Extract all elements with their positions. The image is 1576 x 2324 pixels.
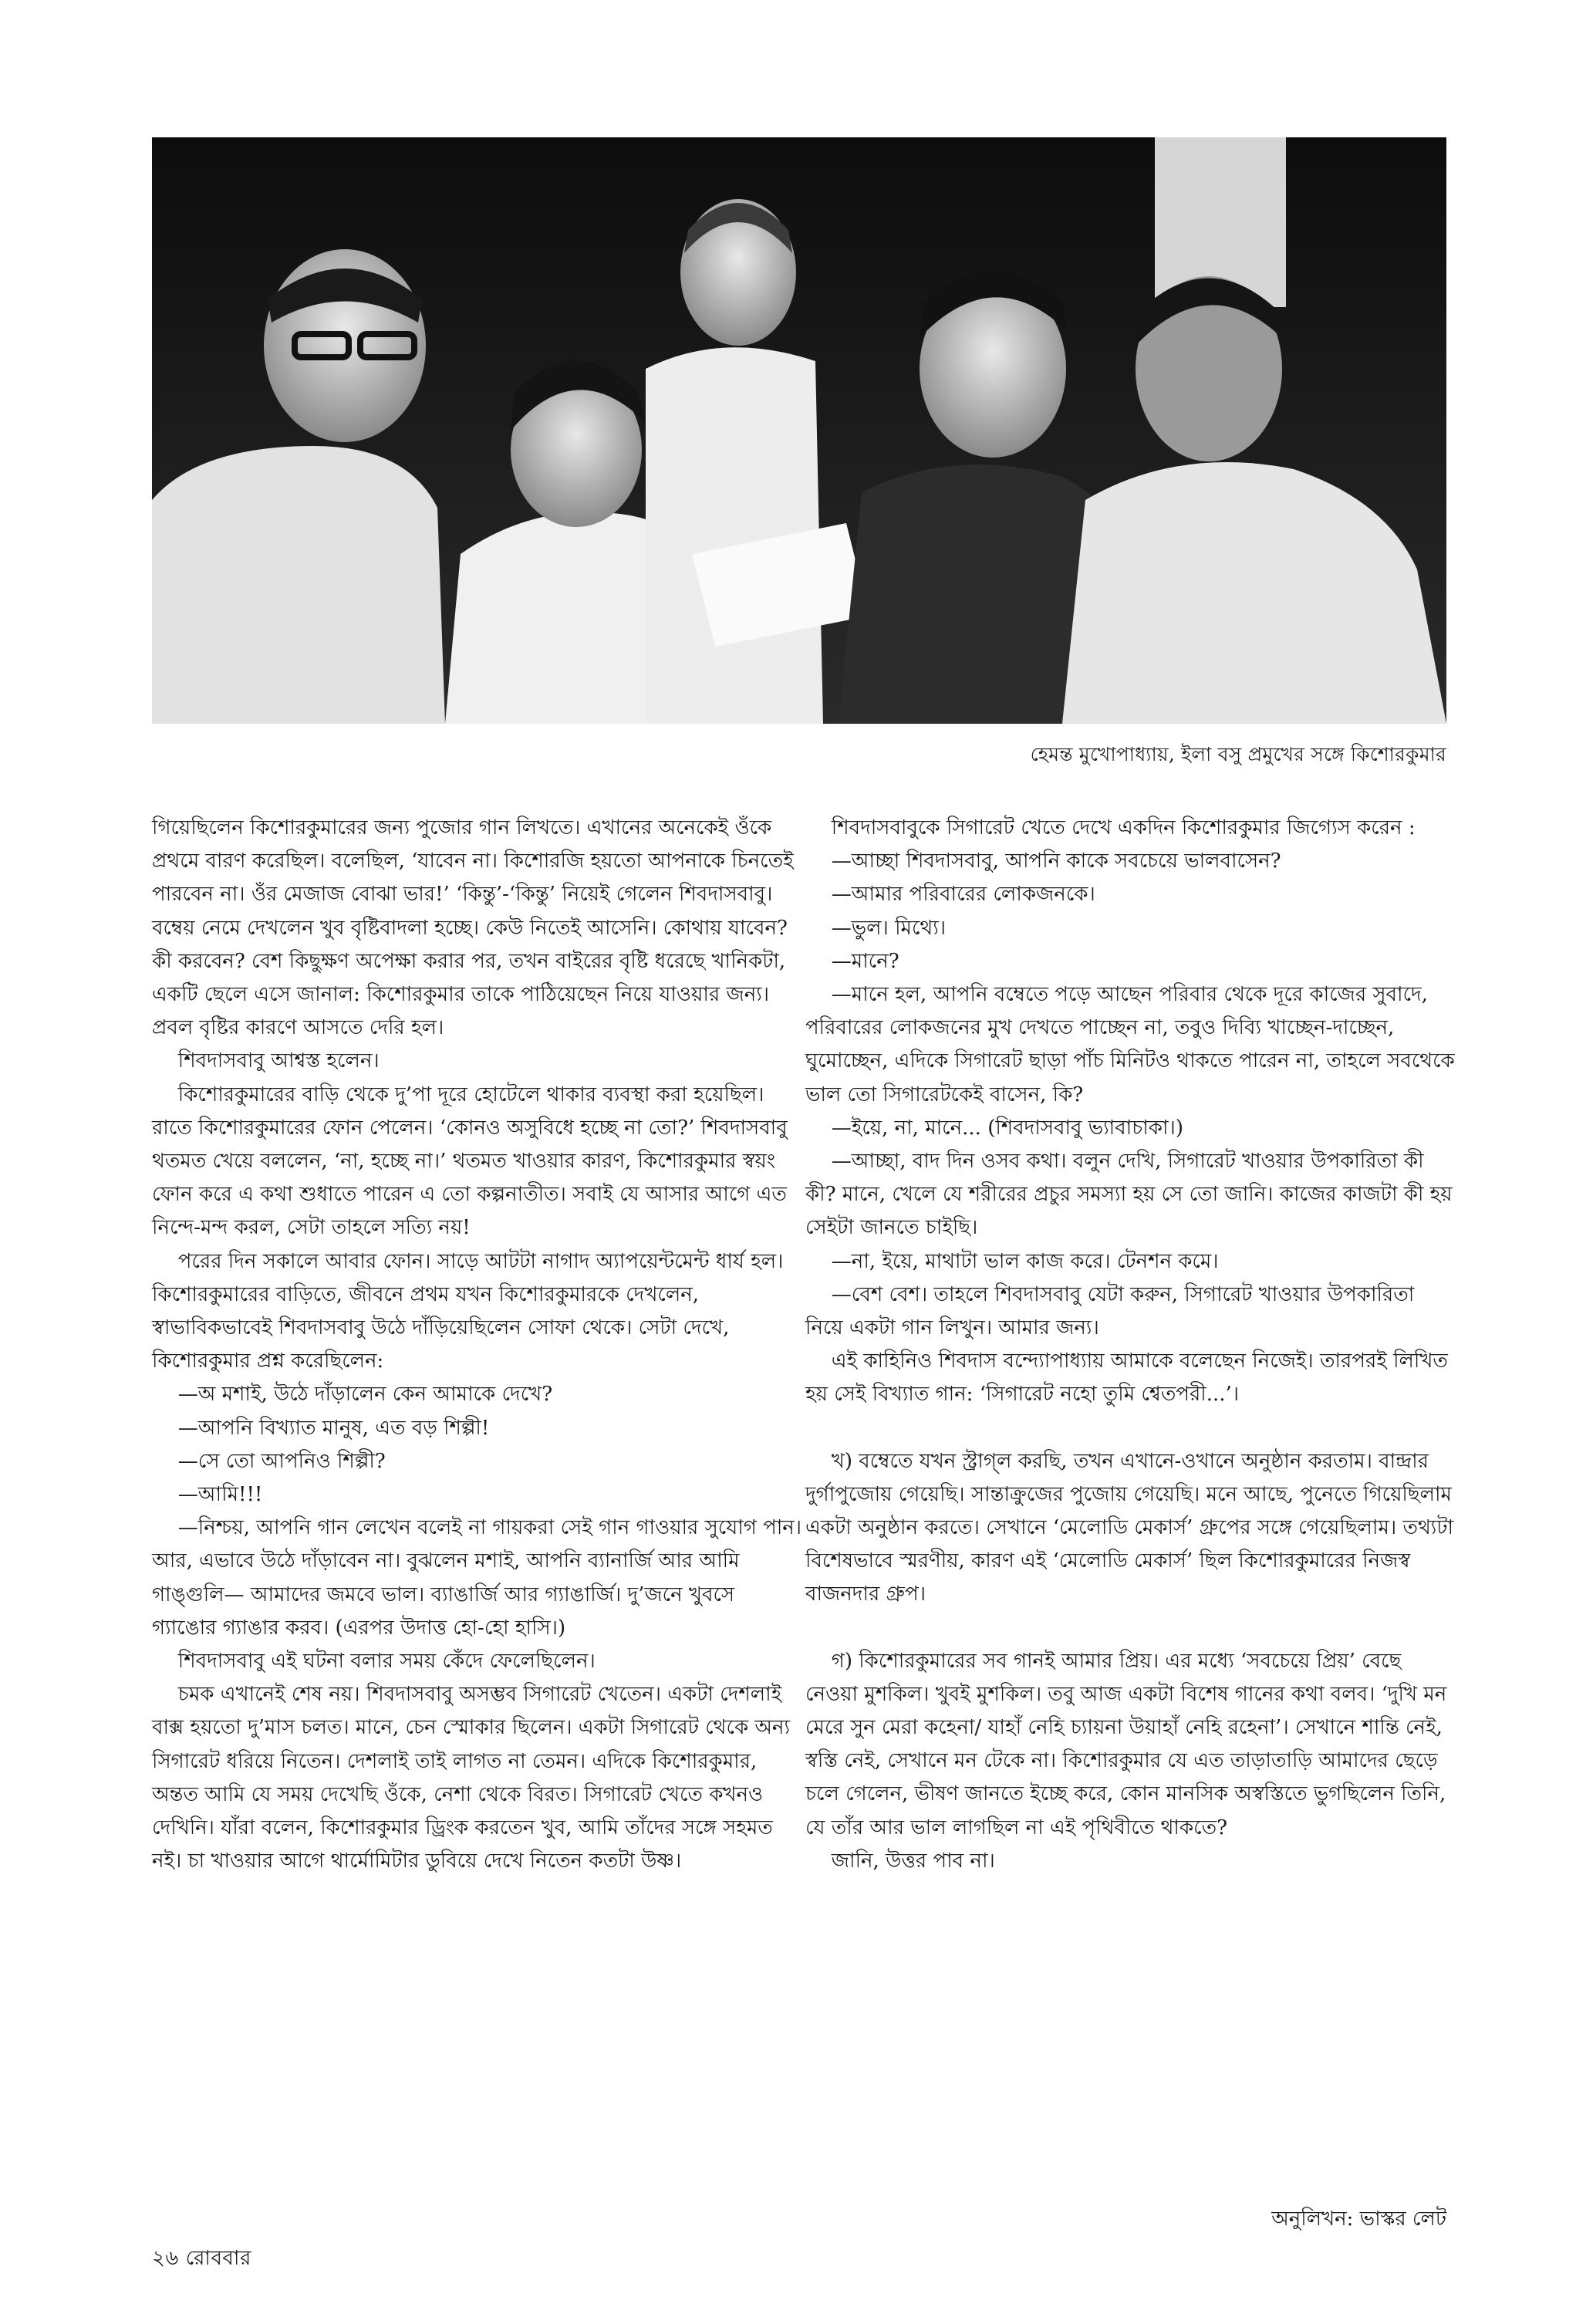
paragraph: শিবদাসবাবু এই ঘটনা বলার সময় কেঁদে ফেলেছিলেন। [177, 1650, 596, 1674]
paragraph: পরের দিন সকালে আবার ফোন। সাড়ে আটটা নাগাদ অ্যাপয়েন্টমেন্ট ধার্য হল। কিশোরকুমারের বাড়িতে, জীবনে প্রথম যখন কিশোরকুমারকে দেখলেন, স্বাভাবিকভাবেই শিবদাসবাবু উঠে দাঁড়িয়েছিলেন সোফা থেকে। সেটা দেখে, কিশোরকুমার প্রশ্ন করেছিলেন: [152, 1249, 784, 1373]
dialogue-line: —আচ্ছা শিবদাসবাবু, আপনি কাকে সবচেয়ে ভালবাসেন? [831, 850, 1281, 873]
dialogue-line: —নিশ্চয়, আপনি গান লেখেন বলেই না গায়করা সেই গান গাওয়ার সুযোগ পান। আর, এভাবে উঠে দাঁড়াবেন না। বুঝলেন মশাই, আপনি ব্যানার্জি আর আমি গাঙ্গুলি— আমাদের জমবে ভাল। ব্যাঙার্জি আর গ্যাঙার্জি। দু’জনে খুবসে গ্যাঙোর গ্যাঙার করব। (এরপর উদাত্ত হো-হো হাসি।) [152, 1516, 802, 1640]
dialogue-line: —মানে? [831, 949, 899, 973]
paragraph: শিবদাসবাবুকে সিগারেট খেতে দেখে একদিন কিশোরকুমার জিগ্যেস করেন : [831, 816, 1416, 839]
paragraph: এই কাহিনিও শিবদাস বন্দ্যোপাধ্যায় আমাকে বলেছেন নিজেই। তারপরই লিখিত হয় সেই বিখ্যাত গান: ‘সিগারেট নহো তুমি শ্বেতপরী...’। [805, 1349, 1448, 1407]
dialogue-line: —আমি!!! [177, 1483, 263, 1507]
paragraph: গিয়েছিলেন কিশোরকুমারের জন্য পুজোর গান লিখতে। এখানের অনেকেই ওঁকে প্রথমে বারণ করেছিল। বলেছিল, ‘যাবেন না। কিশোরজি হয়তো আপনাকে চিনতেই পারবেন না। ওঁর মেজাজ বোঝা ভার!’ ‘কিন্তু’-‘কিন্তু’ নিয়েই গেলেন শিবদাসবাবু। বম্বেয় নেমে দেখলেন খুব বৃষ্টিবাদলা হচ্ছে। কেউ নিতেই আসেনি। কোথায় যাবেন? কী করবেন? বেশ কিছুক্ষণ অপেক্ষা করার পর, তখন বাইরের বৃষ্টি ধরেছে খানিকটা, একটি ছেলে এসে জানাল: কিশোরকুমার তাকে পাঠিয়েছেন নিয়ে যাওয়ার জন্য। প্রবল বৃষ্টির কারণে আসতে দেরি হল। [152, 816, 794, 1040]
dialogue-line: —অ মশাই, উঠে দাঁড়ালেন কেন আমাকে দেখে? [177, 1383, 553, 1407]
paragraph: কিশোরকুমারের বাড়ি থেকে দু’পা দূরে হোটেলে থাকার ব্যবস্থা করা হয়েছিল। রাতে কিশোরকুমারের ফোন পেলেন। ‘কোনও অসুবিধে হচ্ছে না তো?’ শিবদাসবাবু থতমত খেয়ে বললেন, ‘না, হচ্ছে না।’ থতমত খাওয়ার কারণ, কিশোরকুমার স্বয়ং ফোন করে এ কথা শুধাতে পারেন এ তো কল্পনাতীত। সবাই যে আসার আগে এত নিন্দে-মন্দ করল, সেটা তাহলে সত্যি নয়! [152, 1083, 788, 1240]
dialogue-line: —আমার পরিবারের লোকজনকে। [831, 883, 1095, 907]
transcription-credit: অনুলিখন: ভাস্কর লেট [1271, 2207, 1446, 2231]
section-divider [805, 1612, 1457, 1645]
article-photo [152, 137, 1446, 724]
photo-placeholder-icon [152, 137, 1446, 724]
paragraph: শিবদাসবাবু আশ্বস্ত হলেন। [177, 1049, 380, 1073]
article-column-right [805, 812, 1457, 1878]
dialogue-line: —মানে হল, আপনি বম্বেতে পড়ে আছেন পরিবার থেকে দূরে কাজের সুবাদে, পরিবারের লোকজনের মুখ দেখতে পাচ্ছেন না, তবুও দিব্যি খাচ্ছেন-দাচ্ছেন, ঘুমোচ্ছেন, এদিকে সিগারেট ছাড়া পাঁচ মিনিটও থাকতে পারেন না, তাহলে সবথেকে ভাল তো সিগারেটকেই বাসেন, কি? [805, 983, 1455, 1106]
dialogue-line: —সে তো আপনিও শিল্পী? [177, 1449, 386, 1473]
dialogue-line: —ইয়ে, না, মানে... (শিবদাসবাবু ভ্যাবাচাকা।) [831, 1116, 1183, 1140]
paragraph: জানি, উত্তর পাব না। [831, 1849, 995, 1873]
dialogue-line: —আপনি বিখ্যাত মানুষ, এত বড় শিল্পী! [177, 1416, 490, 1440]
dialogue-line: —আচ্ছা, বাদ দিন ওসব কথা। বলুন দেখি, সিগারেট খাওয়ার উপকারিতা কী কী? মানে, খেলে যে শরীরের প্রচুর সমস্যা হয় সে তো জানি। কাজের কাজটা কী হয় সেইটা জানতে চাইছি। [805, 1150, 1453, 1240]
photo-caption: হেমন্ত মুখোপাধ্যায়, ইলা বসু প্রমুখের সঙ্গে কিশোরকুমার [1030, 743, 1446, 765]
article-column-left [152, 812, 804, 1879]
section-divider [805, 1412, 1457, 1445]
section-ga: গ) কিশোরকুমারের সব গানই আমার প্রিয়। এর মধ্যে ‘সবচেয়ে প্রিয়’ বেছে নেওয়া মুশকিল। খুবই মুশকিল। তবু আজ একটা বিশেষ গানের কথা বলব। ‘দুখি মন মেরে সুন মেরা কহেনা/ যাহাঁ নেহি চ্যায়না উয়াহাঁ নেহি রহেনা’। সেখানে শান্তি নেই, স্বস্তি নেই, সেখানে মন টেকে না। কিশোরকুমার যে এত তাড়াতাড়ি আমাদের ছেড়ে চলে গেলেন, ভীষণ জানতে ইচ্ছে করে, কোন মানসিক অস্বস্তিতে ভুগছিলেন তিনি, যে তাঁর আর ভাল লাগছিল না এই পৃথিবীতে থাকতে? [805, 1649, 1447, 1839]
paragraph: চমক এখানেই শেষ নয়। শিবদাসবাবু অসম্ভব সিগারেট খেতেন। একটা দেশলাই বাক্স হয়তো দু’মাস চলত। মানে, চেন স্মোকার ছিলেন। একটা সিগারেট থেকে অন্য সিগারেট ধরিয়ে নিতেন। দেশলাই তাই লাগত না তেমন। এদিকে কিশোরকুমার, অন্তত আমি যে সময় দেখেছি ওঁকে, নেশা থেকে বিরত। সিগারেট খেতে কখনও দেখিনি। যাঁরা বলেন, কিশোরকুমার ড্রিংক করতেন খুব, আমি তাঁদের সঙ্গে সহমত নই। চা খাওয়ার আগে থার্মোমিটার ডুবিয়ে দেখে নিতেন কতটা উষ্ণ। [152, 1683, 790, 1873]
page-footer: ২৬ রোববার [152, 2247, 251, 2270]
dialogue-line: —বেশ বেশ। তাহলে শিবদাসবাবু যেটা করুন, সিগারেট খাওয়ার উপকারিতা নিয়ে একটা গান লিখুন। আমার জন্য। [805, 1282, 1415, 1340]
dialogue-line: —ভুল। মিথ্যে। [831, 916, 947, 940]
dialogue-line: —না, ইয়ে, মাথাটা ভাল কাজ করে। টেনশন কমে। [831, 1249, 1219, 1273]
section-kha: খ) বম্বেতে যখন স্ট্রাগ্‌ল করছি, তখন এখানে-ওখানে অনুষ্ঠান করতাম। বান্দ্রার দুর্গাপুজোয় গেয়েছি। সান্তাক্রুজের পুজোয় গেয়েছি। মনে আছে, পুনেতে গিয়েছিলাম একটা অনুষ্ঠান করতে। সেখানে ‘মেলোডি মেকার্স’ গ্রুপের সঙ্গে গেয়েছিলাম। তথ্যটা বিশেষভাবে স্মরণীয়, কারণ এই ‘মেলোডি মেকার্স’ ছিল কিশোরকুমারের নিজস্ব বাজনদার গ্রুপ। [805, 1449, 1454, 1606]
